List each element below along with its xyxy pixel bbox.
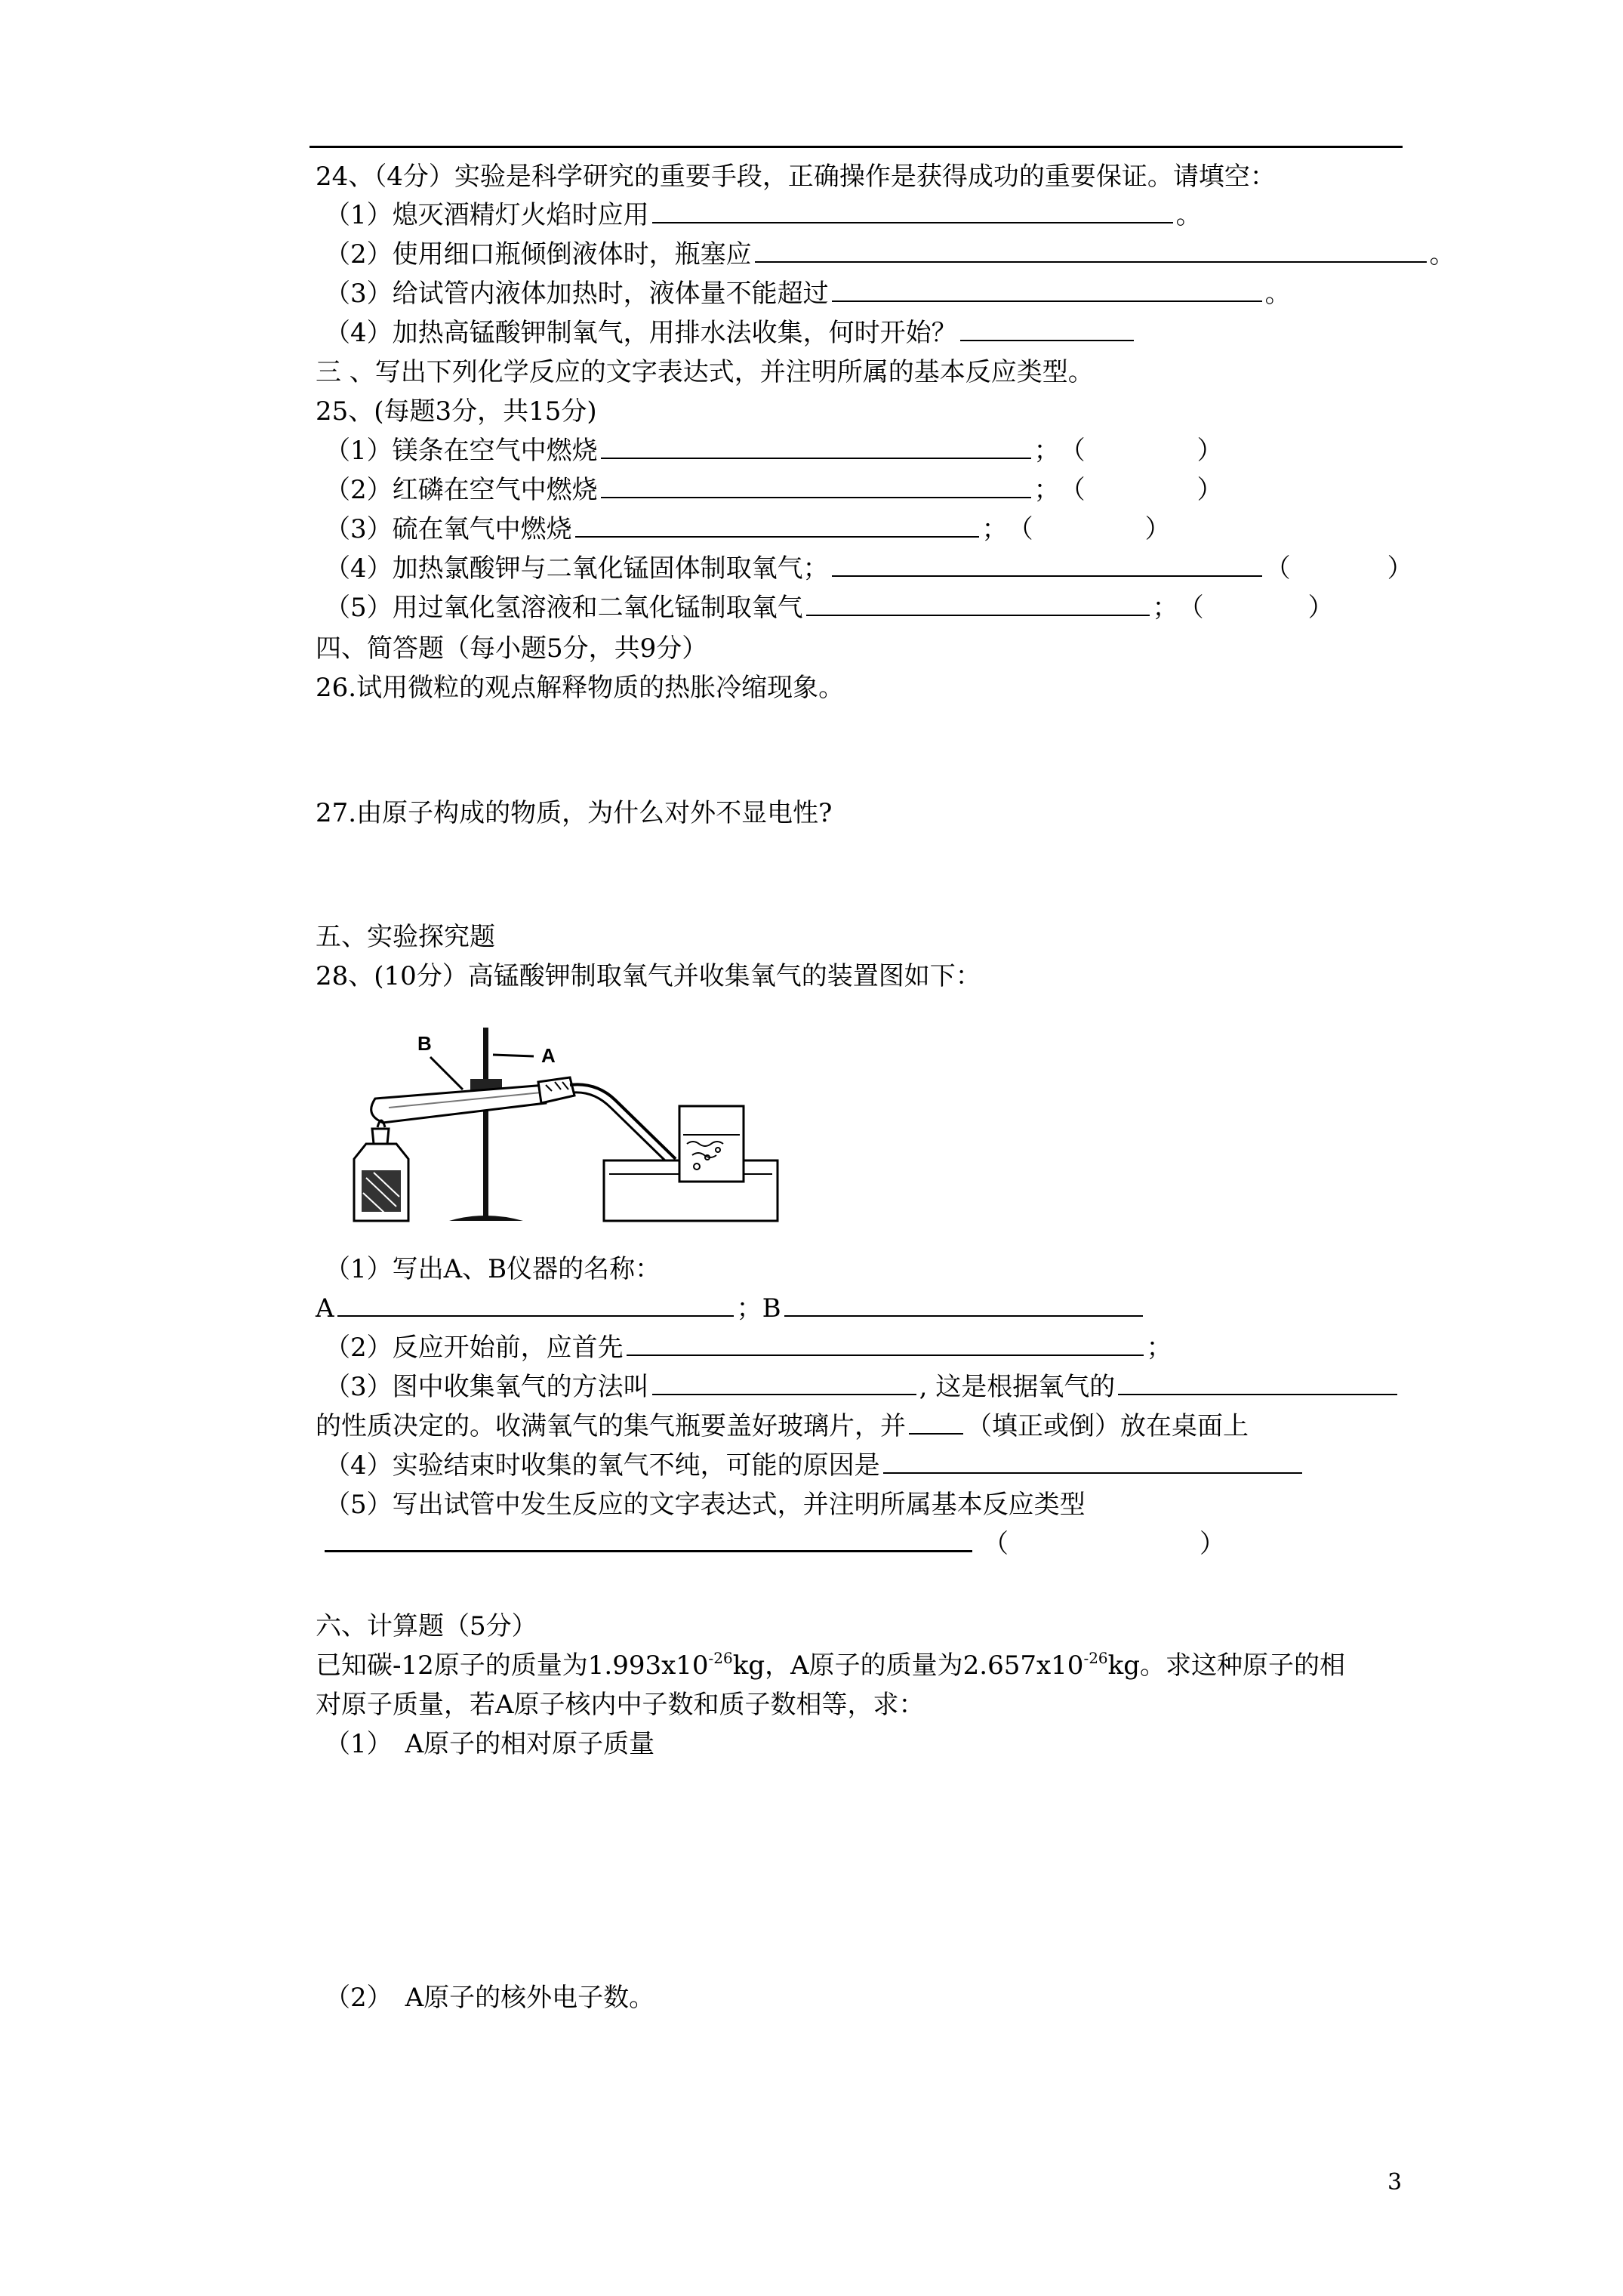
q28-item-2-text: （2）反应开始前，应首先 bbox=[325, 1333, 624, 1363]
q24-item-2-text: （2）使用细口瓶倾倒液体时，瓶塞应 bbox=[325, 239, 752, 270]
answer-blank[interactable] bbox=[883, 1453, 1302, 1474]
answer-blank[interactable] bbox=[575, 516, 979, 538]
semicolon: ； bbox=[1033, 436, 1060, 466]
type-blank[interactable] bbox=[1012, 1533, 1196, 1552]
q28-item-3-cont bbox=[316, 1410, 1249, 1443]
paren-open: （ bbox=[983, 1529, 1009, 1559]
answer-blank[interactable] bbox=[960, 320, 1134, 341]
q28-item-5: （5）写出试管中发生反应的文字表达式，并注明所属基本反应类型 bbox=[325, 1490, 1086, 1520]
answer-blank[interactable] bbox=[832, 281, 1262, 302]
semicolon: ； bbox=[1146, 1333, 1172, 1363]
q25-item-2 bbox=[325, 473, 1223, 507]
q25-item-4 bbox=[325, 552, 1413, 585]
q24-item-4 bbox=[325, 316, 1137, 350]
q25-item-5-text: （5）用过氧化氢溶液和二氧化锰制取氧气 bbox=[325, 593, 803, 623]
paren-close: ） bbox=[1307, 593, 1334, 623]
label-a: A bbox=[541, 1044, 556, 1067]
period: 。 bbox=[1264, 279, 1291, 309]
paren-open: （ bbox=[1059, 436, 1086, 466]
answer-blank[interactable] bbox=[652, 202, 1173, 223]
calc-line-1 bbox=[316, 1649, 1345, 1682]
q24-header: 24、（4分）实验是科学研究的重要手段，正确操作是获得成功的重要保证。请填空： bbox=[316, 162, 1276, 192]
section4-title: 四、简答题（每小题5分，共9分） bbox=[316, 633, 708, 664]
paren-close: ） bbox=[1196, 475, 1223, 505]
answer-blank[interactable] bbox=[627, 1335, 1144, 1356]
answer-label-a: A bbox=[316, 1293, 334, 1324]
header-rule bbox=[310, 146, 1403, 148]
q27-text: 27.由原子构成的物质，为什么对外不显电性? bbox=[316, 798, 833, 828]
answer-blank[interactable] bbox=[806, 595, 1150, 616]
calc-text-b: kg，A原子的质量为2.657x10 bbox=[732, 1650, 1084, 1681]
q28-item-3-text-d: （填正或倒）放在桌面上 bbox=[966, 1411, 1249, 1441]
label-b: B bbox=[417, 1032, 432, 1055]
q28-item-4-text: （4）实验结束时收集的氧气不纯，可能的原因是 bbox=[325, 1450, 880, 1481]
page-number: 3 bbox=[1387, 2169, 1403, 2196]
label-a-pointer bbox=[493, 1055, 534, 1056]
section5-title: 五、实验探究题 bbox=[316, 922, 495, 952]
calc-text-a: 已知碳-12原子的质量为1.993x10 bbox=[316, 1650, 709, 1681]
type-paren bbox=[1060, 473, 1223, 507]
type-blank[interactable] bbox=[1089, 479, 1194, 498]
q28-item-4 bbox=[325, 1449, 1305, 1482]
answer-blank-b[interactable] bbox=[784, 1296, 1143, 1317]
q24-item-1 bbox=[325, 199, 1202, 232]
section6-title: 六、计算题（5分） bbox=[316, 1611, 537, 1641]
q25-item-3-text: （3）硫在氧气中燃烧 bbox=[325, 514, 572, 544]
exponent: -26 bbox=[1083, 1649, 1108, 1667]
calc-line-2: 对原子质量，若A原子核内中子数和质子数相等，求： bbox=[316, 1690, 925, 1720]
section3-title: 三 、写出下列化学反应的文字表达式，并注明所属的基本反应类型。 bbox=[316, 357, 1094, 387]
answer-line[interactable] bbox=[325, 1527, 972, 1552]
q24-item-3-text: （3）给试管内液体加热时，液体量不能超过 bbox=[325, 279, 829, 309]
q25-item-1 bbox=[325, 434, 1223, 467]
calc-text-c: kg。求这种原子的相 bbox=[1107, 1650, 1346, 1681]
paren-open: （ bbox=[1059, 475, 1086, 505]
paren-close: ） bbox=[1144, 514, 1171, 544]
answer-blank[interactable] bbox=[652, 1374, 916, 1395]
semicolon: ； bbox=[1033, 475, 1060, 505]
paren-close: ） bbox=[1387, 553, 1413, 584]
q25-item-5 bbox=[325, 591, 1334, 624]
type-blank[interactable] bbox=[1207, 596, 1305, 616]
q28-item-5-answer bbox=[325, 1527, 1225, 1561]
q24-item-2 bbox=[325, 238, 1455, 271]
type-paren bbox=[1060, 434, 1223, 467]
paren-close: ） bbox=[1200, 1529, 1225, 1559]
q25-header: 25、(每题3分，共15分) bbox=[316, 396, 597, 427]
delivery-tube bbox=[570, 1084, 676, 1159]
paren-open: （ bbox=[1264, 553, 1291, 584]
exponent: -26 bbox=[708, 1649, 733, 1667]
type-paren bbox=[1178, 591, 1334, 624]
type-paren bbox=[1008, 513, 1171, 546]
paren-open: （ bbox=[1007, 514, 1033, 544]
type-blank[interactable] bbox=[1036, 518, 1142, 538]
q28-item-1: （1）写出A、B仪器的名称： bbox=[325, 1254, 661, 1284]
type-paren bbox=[1265, 552, 1413, 585]
type-blank[interactable] bbox=[1294, 557, 1384, 577]
label-b-pointer bbox=[430, 1057, 463, 1089]
q25-item-3 bbox=[325, 513, 1171, 546]
answer-blank[interactable] bbox=[909, 1413, 963, 1435]
paren-close: ） bbox=[1196, 436, 1223, 466]
q28-item-2 bbox=[325, 1331, 1172, 1364]
iron-stand-rod bbox=[483, 1028, 488, 1216]
stopper bbox=[538, 1077, 574, 1103]
semicolon: ； bbox=[736, 1293, 762, 1324]
test-tube bbox=[371, 1085, 546, 1123]
q28-item-3-text-c: 的性质决定的。收满氧气的集气瓶要盖好玻璃片，并 bbox=[316, 1411, 906, 1441]
type-paren bbox=[983, 1527, 1225, 1561]
iron-stand-base bbox=[449, 1216, 523, 1221]
q26-text: 26.试用微粒的观点解释物质的热胀冷缩现象。 bbox=[316, 673, 845, 703]
answer-blank[interactable] bbox=[601, 477, 1031, 498]
q28-item-3-text-b: 这是根据氧气的 bbox=[935, 1372, 1116, 1402]
q25-item-2-text: （2）红磷在空气中燃烧 bbox=[325, 475, 598, 505]
answer-label-b: B bbox=[762, 1293, 781, 1324]
calc-question-1: （1） A原子的相对原子质量 bbox=[325, 1729, 655, 1759]
answer-blank[interactable] bbox=[601, 438, 1031, 459]
type-blank[interactable] bbox=[1089, 439, 1194, 459]
semicolon: ； bbox=[1152, 593, 1178, 623]
q25-item-1-text: （1）镁条在空气中燃烧 bbox=[325, 436, 598, 466]
period: 。 bbox=[1429, 239, 1455, 270]
answer-blank-a[interactable] bbox=[337, 1296, 734, 1317]
q24-item-1-text: （1）熄灭酒精灯火焰时应用 bbox=[325, 200, 649, 230]
oxygen-apparatus-figure bbox=[343, 1023, 789, 1234]
answer-blank[interactable] bbox=[832, 556, 1262, 577]
q24-item-3 bbox=[325, 277, 1291, 310]
q25-item-4-text: （4）加热氯酸钾与二氧化锰固体制取氧气； bbox=[325, 553, 829, 584]
answer-blank[interactable] bbox=[755, 242, 1427, 263]
paren-open: （ bbox=[1178, 593, 1204, 623]
q24-item-4-text: （4）加热高锰酸钾制氧气，用排水法收集，何时开始？ bbox=[325, 318, 957, 348]
delivery-tube-inner bbox=[573, 1093, 668, 1163]
q28-item-3-text-a: （3）图中收集氧气的方法叫 bbox=[325, 1372, 649, 1402]
q28-item-3: （3）图中收集氧气的方法叫 , 这是根据氧气的 bbox=[325, 1370, 1400, 1404]
period: 。 bbox=[1175, 200, 1202, 230]
q28-item-1-answers bbox=[316, 1292, 1146, 1325]
answer-blank[interactable] bbox=[1118, 1374, 1397, 1395]
calc-question-2: （2） A原子的核外电子数。 bbox=[325, 1983, 655, 2013]
semicolon: ； bbox=[981, 514, 1008, 544]
flame bbox=[377, 1120, 385, 1127]
lamp-wick-holder bbox=[372, 1129, 389, 1144]
q28-header: 28、(10分）高锰酸钾制取氧气并收集氧气的装置图如下： bbox=[316, 961, 981, 991]
